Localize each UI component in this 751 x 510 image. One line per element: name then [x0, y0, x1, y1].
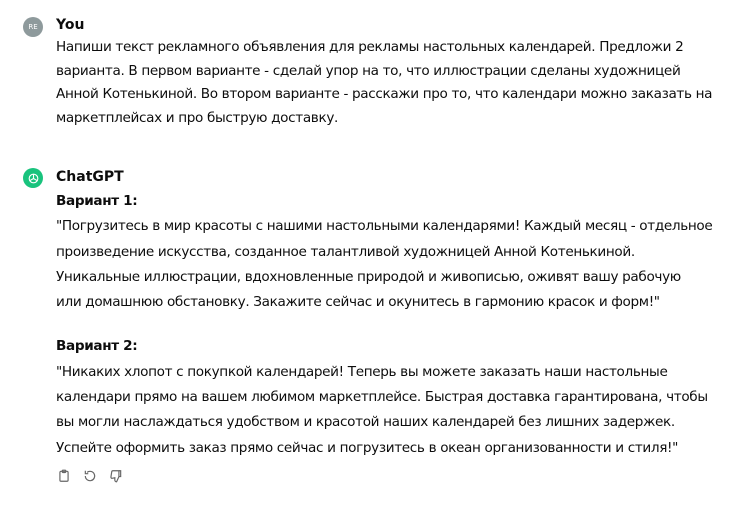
text-line: маркетплейсах и про быструю доставку.	[56, 110, 338, 127]
text-line: Успейте оформить заказ прямо сейчас и погрузитесь в океан организованности и стиля!"	[56, 439, 679, 456]
text-line: "Никаких хлопот с покупкой календарей! Теперь вы можете заказать наши настольные	[56, 363, 668, 380]
variant-1-heading: Вариант 1:	[56, 193, 138, 209]
thumbs-down-icon[interactable]	[108, 468, 124, 484]
assistant-name: ChatGPT	[56, 169, 124, 185]
message-actions	[56, 468, 124, 484]
variant-2-heading: Вариант 2:	[56, 338, 138, 355]
text-line: Уникальные иллюстрации, вдохновленные природой и живописью, оживят вашу рабочую	[56, 268, 681, 285]
text-line: календари прямо на вашем любимом маркетплейсе. Быстрая доставка гарантирована, чтобы	[56, 389, 708, 406]
copy-icon[interactable]	[56, 468, 72, 484]
text-line: Напиши текст рекламного объявления для рекламы настольных календарей. Предложи 2	[56, 39, 684, 55]
text-line: "Погрузитесь в мир красоты с нашими настольными календарями! Каждый месяц - отдельное	[56, 218, 713, 235]
text-line: или домашнюю обстановку. Закажите сейчас и окунитесь в гармонию красок и форм!"	[56, 294, 660, 311]
user-avatar: RE	[23, 17, 43, 37]
chatgpt-logo-icon	[23, 168, 43, 188]
assistant-text	[56, 189, 736, 461]
text-line: Анной Котенькиной. Во втором варианте - расскажи про то, что календари можно заказать на	[56, 86, 713, 103]
regenerate-icon[interactable]	[82, 468, 98, 484]
user-name: You	[56, 17, 85, 33]
user-text	[56, 36, 736, 131]
text-line: вы могли наслаждаться удобством и красотой наших календарей без лишних задержек.	[56, 414, 675, 431]
text-line: варианта. В первом варианте - сделай упор на то, что иллюстрации сделаны художницей	[56, 62, 681, 79]
text-line: произведение искусства, созданное талантливой художницей Анной Котенькиной.	[56, 243, 635, 260]
